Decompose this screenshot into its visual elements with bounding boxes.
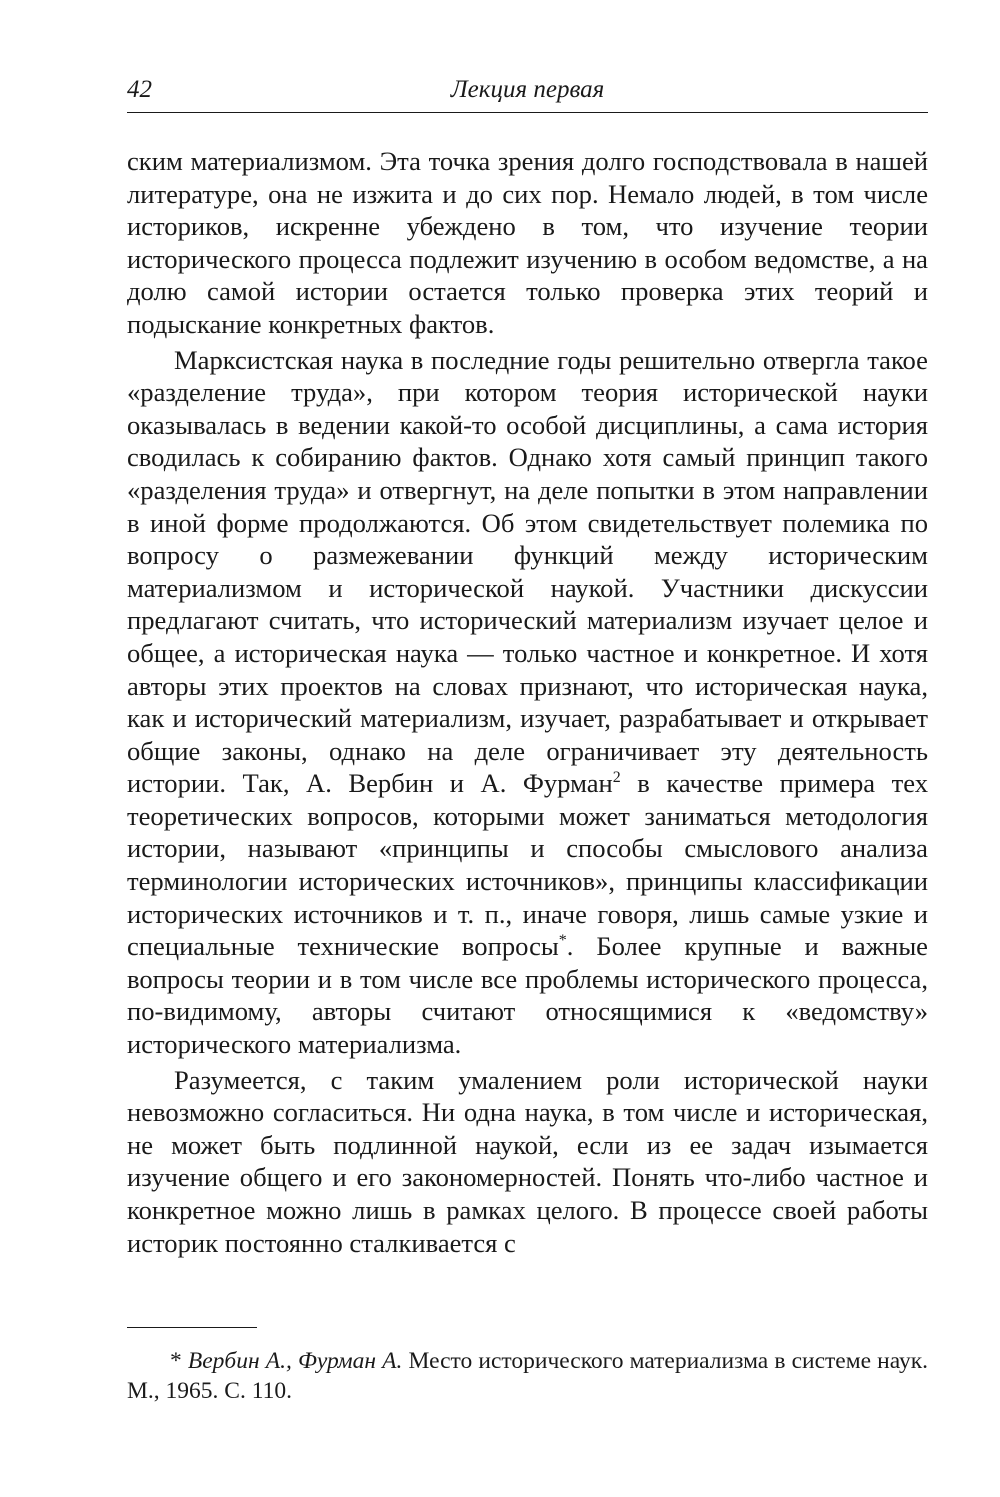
footnote-reference: * xyxy=(558,932,567,950)
page-number: 42 xyxy=(127,76,152,103)
footnote-divider xyxy=(127,1327,257,1328)
footnote-marker: * xyxy=(170,1348,182,1374)
footnote-reference: 2 xyxy=(612,769,621,787)
paragraph-text: ским материализмом. Эта точка зрения долго господствовала в нашей литературе, она не изжита и до сих пор. Немало людей, в том числе историков, искренне убеждено в том, что изучение теории исторического процесса подлежит изучению в особом ведомстве, а на долю самой истории остается только проверка этих теорий и подыскание конкретных фактов. xyxy=(127,146,928,339)
paragraph-text: в качестве примера тех теоретических вопросов, которыми может заниматься методология истории, называют «принципы и способы смыслового анализа терминологии исторических источников», принципы классификации исторических источников и т. п., иначе говоря, лишь самые узкие и специальные технические вопросы xyxy=(127,768,929,962)
body-paragraph xyxy=(127,344,928,1061)
footnote-authors: Вербин А., Фурман А. xyxy=(187,1348,403,1374)
footnote-text: Место исторического материализма в системе наук. М., 1965. С. 110. xyxy=(127,1348,928,1404)
running-title: Лекция первая xyxy=(450,76,605,103)
running-header xyxy=(127,72,928,113)
footnote xyxy=(127,1346,928,1406)
body-text xyxy=(127,145,928,1259)
paragraph-text: . Более крупные и важные вопросы теории и в том числе все проблемы исторического процесса, по-видимому, авторы считают относящимися к «ведомству» исторического материализма. xyxy=(127,931,928,1060)
paragraph-text: Разумеется, с таким умалением роли исторической науки невозможно согласиться. Ни одна наука, в том числе и историческая, не может быть подлинной наукой, если из ее задач изымается изучение общего и его закономерностей. Понять что-либо частное и конкретное можно лишь в рамках целого. В процессе своей работы историк постоянно сталкивается с xyxy=(127,1064,928,1258)
body-paragraph xyxy=(127,145,928,341)
body-paragraph xyxy=(127,1064,928,1260)
paragraph-text: Марксистская наука в последние годы решительно отвергла такое «разделение труда», при котором теория исторической науки оказывалась в ведении какой-то особой дисциплины, а сама история сводилась к собиранию фактов. Однако хотя самый принцип такого «разделения труда» и отвергнут, на деле попытки в этом направлении в иной форме продолжаются. Об этом свидетельствует полемика по вопросу о размежевании функций между историческим материализмом и исторической наукой. Участники дискуссии предлагают считать, что исторический материализм изучает целое и общее, а историческая наука — только частное и конкретное. И хотя авторы этих проектов на словах признают, что историческая наука, как и исторический материализм, изучает, разрабатывает и открывает общие законы, однако на деле ограничивает эту деятельность истории. Так, А. Вербин и А. Фурман xyxy=(127,344,928,799)
